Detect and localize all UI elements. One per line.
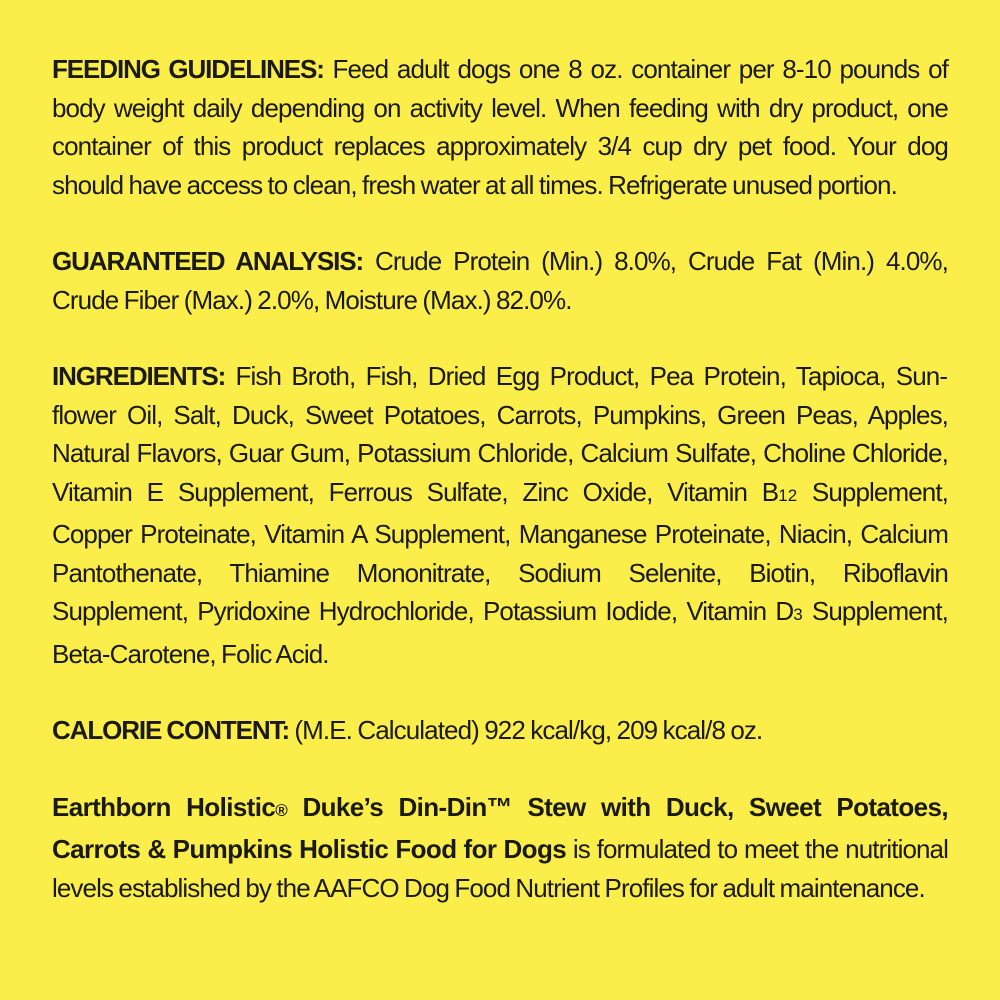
product-name-part-2: Duke’s Din-Din™ Stew with Duck, Sweet Potatoes, Carrots & Pumpkins Holistic Food for Dogs (52, 791, 948, 864)
feeding-guidelines-text: Feed adult dogs one 8 oz. container per 8-10 pounds of body weight daily depending on activity level. When feeding with dry product, one container of this product replaces approximately 3/4 cup dry pet food. Your dog should have access to clean, fresh water at all times. Refrigerate unused portion. (52, 54, 948, 200)
ingredients-text-part-3: Supplement, Beta-Carotene, Folic Acid. (52, 596, 948, 669)
ingredients-paragraph (52, 357, 948, 673)
calorie-content-heading: CALORIE CONTENT: (52, 715, 290, 745)
product-name-part-1: Earthborn Holistic (52, 791, 276, 822)
registered-mark: ® (275, 800, 288, 820)
aafco-statement-text: is formulated to meet the nutritional levels established by the AAFCO Dog Food Nutrient Profiles for adult maintenance. (52, 834, 948, 903)
vitamin-d3-subscript: 3 (793, 605, 803, 624)
vitamin-b12-subscript: 12 (778, 485, 798, 505)
ingredients-text-part-1: Fish Broth, Fish, Dried Egg Product, Pea Protein, Tapioca, Sunflower Oil, Salt, Duck, Sweet Potatoes, Carrots, Pumpkins, Green Peas, Apples, Natural Flavors, Guar Gum, Potassium Chloride, Calcium Sulfate, Choline Chloride, Vitamin E Supplement, Ferrous Sulfate, Zinc Oxide, Vitamin B (52, 361, 948, 507)
feeding-guidelines-paragraph (52, 50, 948, 204)
feeding-guidelines-heading: FEEDING GUIDELINES: (52, 54, 324, 84)
guaranteed-analysis-paragraph (52, 242, 948, 319)
ingredients-text-part-2: Supplement, Copper Proteinate, Vitamin A Supplement, Manganese Proteinate, Niacin, Calcium Pantothenate, Thiamine Mononitrate, Sodium Selenite, Biotin, Riboflavin Supplement, Pyridoxine Hydrochloride, Potassium Iodide, Vitamin D (52, 476, 948, 626)
guaranteed-analysis-heading: GUARANTEED ANALYSIS: (52, 246, 364, 276)
calorie-content-paragraph (52, 711, 948, 750)
guaranteed-analysis-text: Crude Protein (Min.) 8.0%, Crude Fat (Min.) 4.0%, Crude Fiber (Max.) 2.0%, Moisture (Max.) 82.0%. (52, 246, 948, 315)
aafco-statement-paragraph (52, 788, 948, 908)
calorie-content-text: (M.E. Calculated) 922 kcal/kg, 209 kcal/8 oz. (289, 715, 763, 745)
ingredients-heading: INGREDIENTS: (52, 361, 226, 391)
